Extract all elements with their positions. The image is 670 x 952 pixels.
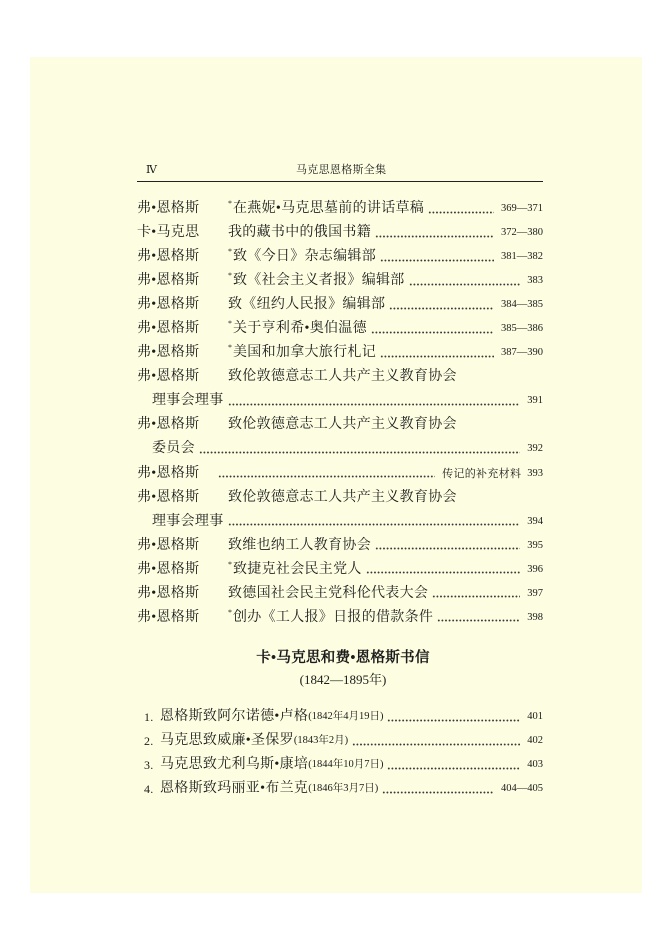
toc-entry — [137, 413, 543, 437]
dot-leader — [380, 355, 494, 358]
letter-pages: 401 — [527, 711, 543, 723]
entry-author: 弗•恩格斯 — [137, 249, 200, 265]
entry-pages: 385—386 — [501, 323, 543, 335]
entry-author: 弗•恩格斯 — [137, 321, 200, 337]
toc-entry — [137, 341, 543, 365]
header-book-title: 马克思恩格斯全集 — [296, 164, 387, 176]
header-rule — [137, 181, 543, 182]
letters-list — [137, 705, 543, 801]
entry-author: 弗•恩格斯 — [137, 537, 200, 553]
entry-pages: 392 — [527, 443, 543, 455]
letter-date: (1842年4月19日) — [308, 711, 384, 723]
toc-entry — [137, 221, 543, 245]
toc-entry — [137, 582, 543, 606]
entry-pages: 369—371 — [501, 203, 543, 215]
entry-author: 弗•恩格斯 — [137, 369, 200, 385]
entry-title: 创办《工人报》日报的借款条件 — [233, 609, 434, 625]
dot-leader — [199, 451, 520, 454]
entry-title: 致伦敦德意志工人共产主义教育协会 — [228, 417, 457, 433]
entry-title: 致伦敦德意志工人共产主义教育协会 — [228, 489, 457, 505]
dot-leader — [387, 767, 520, 770]
entry-author: 弗•恩格斯 — [137, 609, 200, 625]
entry-author: 弗•恩格斯 — [137, 465, 200, 481]
entry-title: 致维也纳工人教育协会 — [228, 537, 371, 553]
dot-leader — [389, 307, 494, 310]
table-of-contents — [137, 197, 543, 630]
dot-leader — [432, 595, 520, 598]
letter-pages: 403 — [527, 759, 543, 771]
entry-author: 卡•马克思 — [137, 225, 200, 241]
letter-date: (1844年10月7日) — [308, 759, 384, 771]
entry-pages: 393 — [527, 467, 543, 479]
dot-leader — [382, 791, 494, 794]
entry-asterisk: * — [228, 247, 233, 257]
letter-pages: 402 — [527, 735, 543, 747]
entry-pages: 372—380 — [501, 227, 543, 239]
entry-author: 弗•恩格斯 — [137, 345, 200, 361]
dot-leader — [387, 719, 520, 722]
toc-entry — [137, 317, 543, 341]
entry-title: 致《纽约人民报》编辑部 — [228, 297, 386, 313]
dot-leader — [437, 619, 520, 622]
entry-title: 致伦敦德意志工人共产主义教育协会 — [228, 369, 457, 385]
toc-entry — [137, 365, 543, 389]
header-page-numeral: Ⅳ — [146, 164, 157, 176]
letter-number: 3. — [144, 758, 154, 773]
entry-title: 致捷克社会民主党人 — [233, 561, 362, 577]
toc-entry — [137, 197, 543, 221]
entry-title: 致德国社会民主党科伦代表大会 — [228, 585, 429, 601]
entry-author: 弗•恩格斯 — [137, 201, 200, 217]
entry-asterisk: * — [228, 271, 233, 281]
letter-number: 4. — [144, 782, 154, 797]
letter-date: (1846年3月7日) — [308, 783, 379, 795]
dot-leader — [352, 743, 520, 746]
toc-entry — [137, 269, 543, 293]
toc-entry-continuation — [137, 437, 543, 461]
letter-number: 1. — [144, 710, 154, 725]
entry-author: 弗•恩格斯 — [137, 561, 200, 577]
entry-asterisk: * — [228, 199, 233, 209]
toc-entry — [137, 293, 543, 317]
toc-entry — [137, 462, 543, 486]
toc-entry — [137, 245, 543, 269]
entry-author: 弗•恩格斯 — [137, 585, 200, 601]
entry-author: 弗•恩格斯 — [137, 489, 200, 505]
entry-pages: 398 — [527, 611, 543, 623]
letter-title: 马克思致威廉•圣保罗 — [160, 733, 294, 749]
entry-title: 致《社会主义者报》编辑部 — [233, 273, 405, 289]
dot-leader — [218, 475, 435, 478]
dot-leader — [375, 547, 520, 550]
entry-pages: 381—382 — [501, 251, 543, 263]
dot-leader — [228, 403, 521, 406]
letter-entry — [137, 705, 543, 729]
dot-leader — [371, 331, 494, 334]
entry-asterisk: * — [228, 559, 233, 569]
toc-entry — [137, 558, 543, 582]
dot-leader — [228, 523, 521, 526]
entry-title-continued: 理事会理事 — [152, 393, 224, 409]
entry-title-continued: 理事会理事 — [152, 513, 224, 529]
toc-entry — [137, 606, 543, 630]
letter-entry — [137, 777, 543, 801]
entry-pages: 396 — [527, 563, 543, 575]
section-title: 卡•马克思和费•恩格斯书信 — [256, 650, 430, 666]
entry-pages: 387—390 — [501, 347, 543, 359]
letter-pages: 404—405 — [501, 783, 543, 795]
letter-entry — [137, 729, 543, 753]
entry-title: 美国和加拿大旅行札记 — [233, 345, 376, 361]
toc-entry — [137, 486, 543, 510]
entry-author: 弗•恩格斯 — [137, 417, 200, 433]
entry-pages: 397 — [527, 587, 543, 599]
letter-entry — [137, 753, 543, 777]
entry-title-continued: 委员会 — [152, 441, 195, 457]
entry-pages: 394 — [527, 515, 543, 527]
entry-note: 传记的补充材料 — [442, 467, 522, 480]
entry-title: 我的藏书中的俄国书籍 — [228, 225, 371, 241]
toc-entry-continuation — [137, 510, 543, 534]
dot-leader — [375, 235, 494, 238]
entry-author: 弗•恩格斯 — [137, 273, 200, 289]
toc-entry — [137, 534, 543, 558]
dot-leader — [380, 259, 494, 262]
entry-author: 弗•恩格斯 — [137, 297, 200, 313]
dot-leader — [428, 211, 494, 214]
letter-title: 恩格斯致玛丽亚•布兰克 — [160, 781, 309, 797]
entry-pages: 383 — [527, 275, 543, 287]
entry-title: 关于亨利希•奥伯温德 — [233, 321, 367, 337]
toc-entry-continuation — [137, 389, 543, 413]
entry-asterisk: * — [228, 319, 233, 329]
dot-leader — [409, 283, 521, 286]
entry-title: 在燕妮•马克思墓前的讲话草稿 — [233, 201, 425, 217]
entry-title: 致《今日》杂志编辑部 — [233, 249, 376, 265]
entry-pages: 395 — [527, 539, 543, 551]
section-years: (1842—1895年) — [299, 672, 387, 687]
letter-title: 恩格斯致阿尔诺德•卢格 — [160, 709, 309, 725]
entry-asterisk: * — [228, 607, 233, 617]
entry-pages: 384—385 — [501, 299, 543, 311]
dot-leader — [366, 571, 521, 574]
letter-date: (1843年2月) — [293, 735, 349, 747]
entry-asterisk: * — [228, 343, 233, 353]
letter-title: 马克思致尤利乌斯•康培 — [160, 757, 309, 773]
entry-pages: 391 — [527, 395, 543, 407]
letter-number: 2. — [144, 734, 154, 749]
